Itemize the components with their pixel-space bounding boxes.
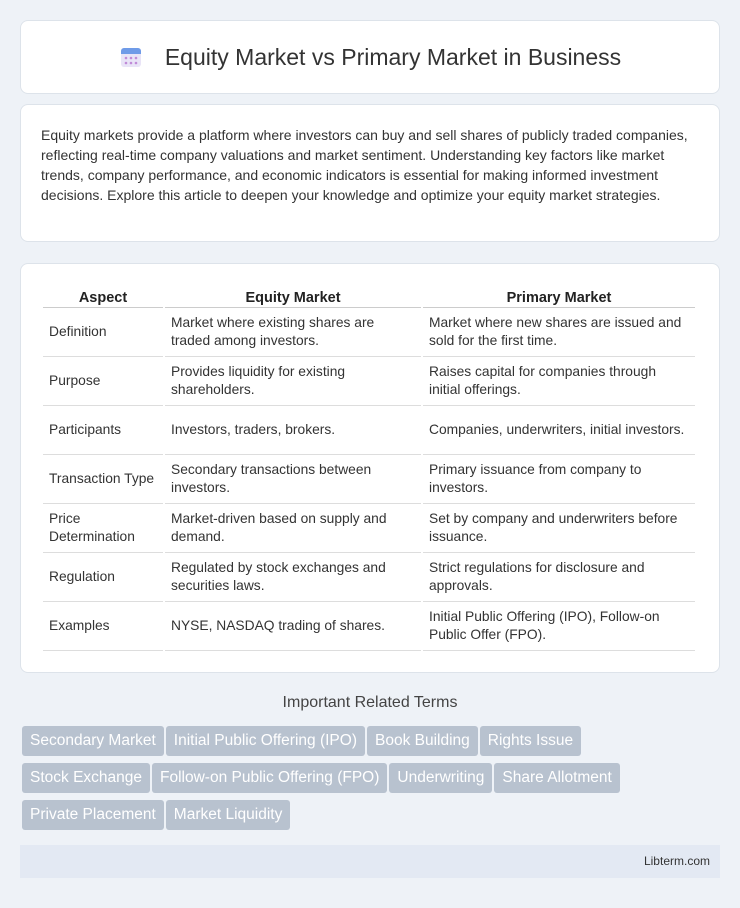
related-term-tag[interactable]: Underwriting [389,763,492,793]
footer-site-link[interactable]: Libterm.com [643,854,710,868]
table-cell: Strict regulations for disclosure and approvals. [423,553,695,602]
table-row [43,553,695,602]
related-term-tag[interactable]: Rights Issue [480,726,581,756]
intro-text: Equity markets provide a platform where investors can buy and sell shares of publicly traded companies, reflecting real-time company valuations and market sentiment. Understanding key factors like market trends, company performance, and economic indicators is essential for making informed investment decisions. Explore this article to deepen your knowledge and optimize your equity market strategies. [41,127,688,203]
table-cell: Market where new shares are issued and sold for the first time. [423,308,695,357]
table-cell: Primary issuance from company to investors. [423,455,695,504]
related-term-tag[interactable]: Share Allotment [494,763,619,793]
table-cell: Examples [43,602,163,651]
comparison-table [41,284,697,651]
related-term-tag[interactable]: Initial Public Offering (IPO) [166,726,365,756]
table-cell: NYSE, NASDAQ trading of shares. [165,602,421,651]
related-term-tag[interactable]: Market Liquidity [166,800,291,830]
related-term-tag[interactable]: Secondary Market [22,726,164,756]
header-primary-market: Primary Market [423,284,695,308]
table-cell: Purpose [43,357,163,406]
table-header-row [43,284,695,308]
related-terms-title: Important Related Terms [282,694,458,711]
table-row [43,602,695,651]
header-aspect: Aspect [43,284,163,308]
page-title: Equity Market vs Primary Market in Business [164,43,622,70]
related-term-tag[interactable]: Private Placement [22,800,164,830]
related-term-tag[interactable]: Follow-on Public Offering (FPO) [152,763,387,793]
table-cell: Raises capital for companies through initial offerings. [423,357,695,406]
table-cell: Market-driven based on supply and demand. [165,504,421,553]
table-cell: Price Determination [43,504,163,553]
table-cell: Investors, traders, brokers. [165,406,421,455]
comparison-table-card [20,263,720,673]
related-term-tag[interactable]: Stock Exchange [22,763,150,793]
table-cell: Definition [43,308,163,357]
intro-card [20,104,720,242]
table-cell: Participants [43,406,163,455]
table-row [43,504,695,553]
header-equity-market: Equity Market [165,284,421,308]
header-card [20,20,720,94]
table-cell: Secondary transactions between investors. [165,455,421,504]
table-row [43,357,695,406]
table-cell: Companies, underwriters, initial investors. [423,406,695,455]
table-cell: Transaction Type [43,455,163,504]
table-cell: Initial Public Offering (IPO), Follow-on Public Offer (FPO). [423,602,695,651]
table-cell: Provides liquidity for existing shareholders. [165,357,421,406]
related-terms-list [22,726,722,837]
table-row [43,455,695,504]
footer [20,845,720,878]
table-row [43,406,695,455]
related-term-tag[interactable]: Book Building [367,726,478,756]
table-cell: Regulated by stock exchanges and securities laws. [165,553,421,602]
table-cell: Set by company and underwriters before issuance. [423,504,695,553]
table-row [43,308,695,357]
table-cell: Market where existing shares are traded among investors. [165,308,421,357]
calendar-icon [119,45,143,69]
table-cell: Regulation [43,553,163,602]
